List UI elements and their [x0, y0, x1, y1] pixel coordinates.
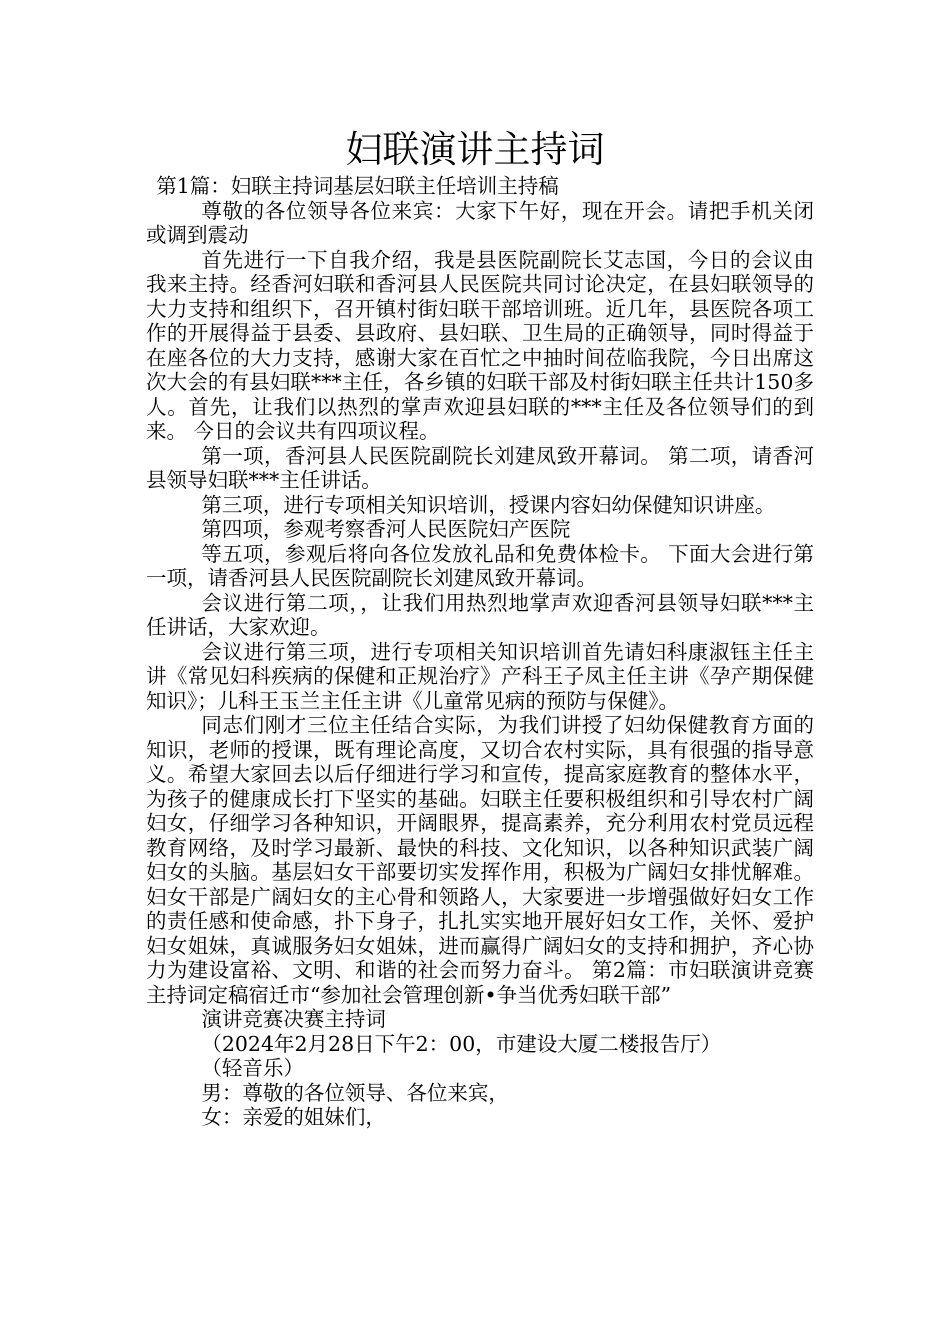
paragraph: 男：尊敬的各位领导、各位来宾， — [201, 1080, 509, 1105]
paragraph: 会议进行第二项，，让我们用热烈地掌声欢迎香河县领导妇联***主任讲话，大家欢迎。 — [146, 590, 814, 639]
paragraph: 同志们刚才三位主任结合实际，为我们讲授了妇幼保健教育方面的知识，老师的授课，既有理论高度，又切合农村实际，具有很强的指导意义。希望大家回去以后仔细进行学习和宣传，提高家庭教育的整体水平，为孩子的健康成长打下坚实的基础。妇联主任要积极组织和引导农村广阔妇女，仔细学习各种知识，开阔眼界，提高素养，充分利用农村党员远程教育网络，及时学习最新、最快的科技、文化知识，以各种知识武装广阔妇女的头脑。基层妇女干部要切实发挥作用，积极为广阔妇女排忧解难。妇女干部是广阔妇女的主心骨和领路人，大家要进一步增强做好妇女工作的责任感和使命感，扑下身子，扎扎实实地开展好妇女工作，关怀、爱护妇女姐妹，真诚服务妇女姐妹，进而赢得广阔妇女的支持和拥护，齐心协力为建设富裕、文明、和谐的社会而努力奋斗。 第2篇：市妇联演讲竞赛主持词定稿宿迁市“参加社会管理创新•争当优秀妇联干部” — [146, 713, 814, 1007]
paragraph: 第三项，进行专项相关知识培训，授课内容妇幼保健知识讲座。 — [201, 492, 776, 517]
document-body — [146, 174, 814, 1130]
paragraph: （轻音乐） — [201, 1056, 304, 1080]
paragraph: 尊敬的各位领导各位来宾：大家下午好，现在开会。请把手机关闭或调到震动 — [146, 198, 814, 247]
paragraph: 第一项，香河县人民医院副院长刘建凤致开幕词。 第二项，请香河县领导妇联***主任讲话。 — [146, 443, 814, 492]
paragraph: 女：亲爱的姐妹们， — [201, 1105, 386, 1129]
paragraph: 首先进行一下自我介绍，我是县医院副院长艾志国，今日的会议由我来主持。经香河妇联和香河县人民医院共同讨论决定，在县妇联领导的大力支持和组织下，召开镇村街妇联干部培训班。近几年，县医院各项工作的开展得益于县委、县政府、县妇联、卫生局的正确领导，同时得益于在座各位的大力支持，感谢大家在百忙之中抽时间莅临我院，今日出席这次大会的有县妇联***主任，各乡镇的妇联干部及村街妇联主任共计150多人。首先，让我们以热烈的掌声欢迎县妇联的***主任及各位领导们的到来。 今日的会议共有四项议程。 — [146, 247, 814, 443]
paragraph: 演讲竞赛决赛主持词 — [201, 1007, 386, 1031]
paragraph: 会议进行第三项，进行专项相关知识培训首先请妇科康淑钰主任主讲《常见妇科疾病的保健和正规治疗》产科王子凤主任主讲《孕产期保健知识》；儿科王玉兰主任主讲《儿童常见病的预防与保健》。 — [146, 639, 814, 713]
paragraph: 第四项，参观考察香河人民医院妇产医院 — [201, 517, 571, 541]
paragraph-chapter-1-heading: 第1篇：妇联主持词基层妇联主任培训主持稿 — [156, 174, 559, 198]
document-title: 妇联演讲主持词 — [345, 128, 605, 171]
paragraph: 等五项，参观后将向各位发放礼品和免费体检卡。 下面大会进行第一项，请香河县人民医院副院长刘建凤致开幕词。 — [146, 541, 814, 590]
paragraph: （2024年2月28日下午2：00，市建设大厦二楼报告厅） — [201, 1031, 722, 1056]
